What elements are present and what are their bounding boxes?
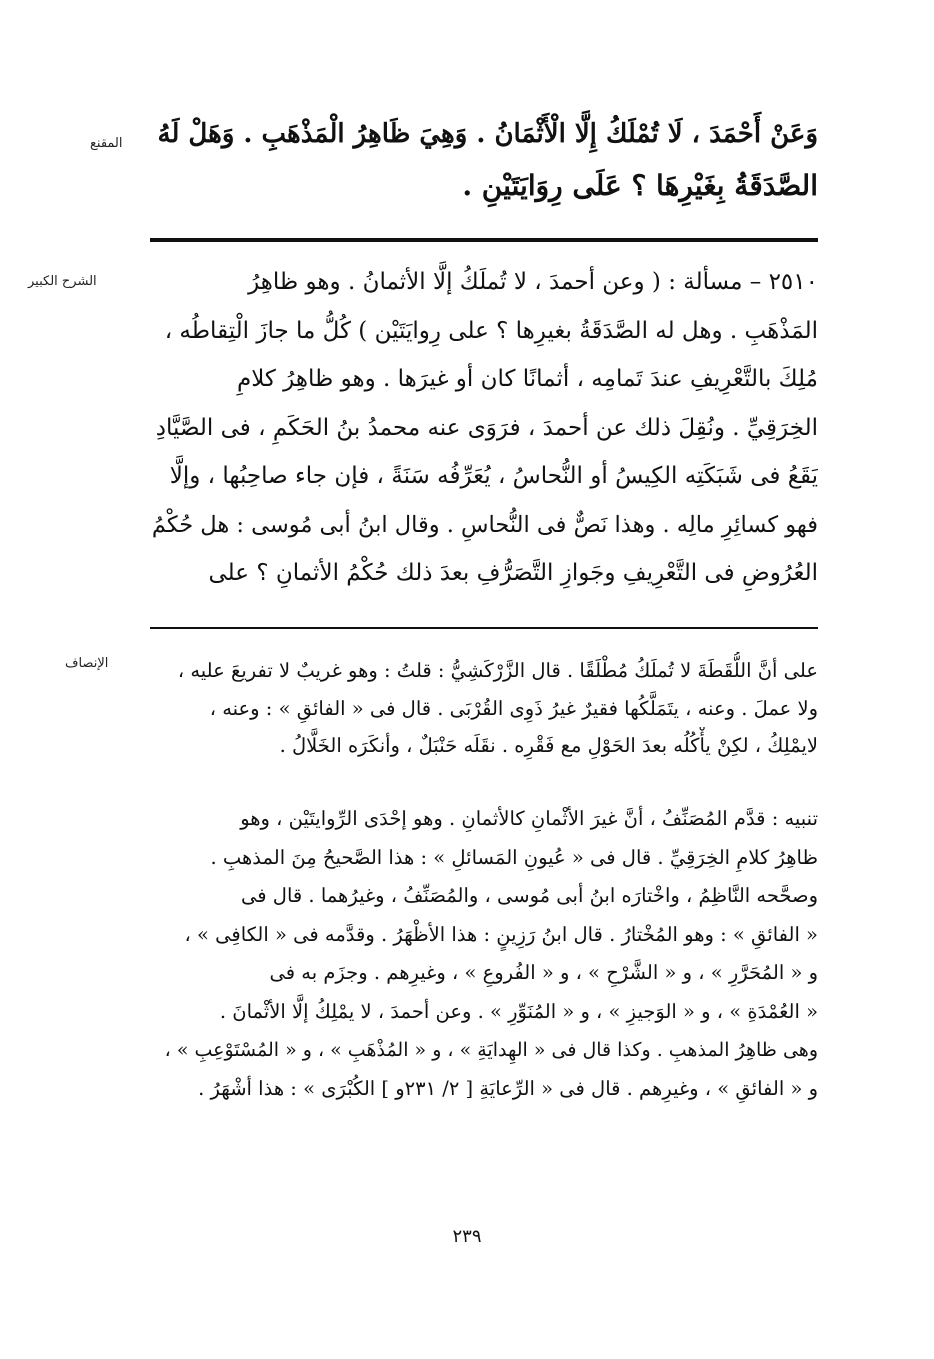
tanbih-line: وهى ظاهِرُ المذهبِ . وكذا قال فى « الهِدايَةِ » ، و « المُذْهَبِ » ، و « المُسْتَوْعِبِ » ،: [164, 1039, 818, 1061]
label-muqni: المقنع: [90, 136, 123, 151]
tanbih-line: « الفائقِ » : وهو المُخْتارُ . قال ابنُ رَزِينٍ : هذا الأظْهَرُ . وقدَّمه فى « الكافِى » ،: [184, 922, 818, 946]
tanbih-line: « العُمْدَةِ » ، و « الوَجيزِ » ، و « المُنَوِّرِ » . وعن أحمدَ ، لا يمْلِكُ إلَّا الأثْمانَ .: [219, 999, 818, 1023]
sharh-line: المَذْهَبِ . وهل له الصَّدَقَةُ بغيرِها ؟ على رِوايَتَيْن ) كُلُّ ما جازَ الْتِقاطُه ،: [164, 317, 818, 344]
sharh-line: الخِرَقِيِّ . ونُقِلَ ذلك عن أحمدَ ، فرَوَى عنه محمدُ بنُ الحَكَمِ ، فى الصَّيَّادِ: [155, 414, 818, 441]
page-number: ٢٣٩: [452, 1226, 482, 1247]
insaf-line: ولا عملَ . وعنه ، يتَمَلَّكُها فقيرٌ غيرُ ذَوِى القُرْبَى . قال فى « الفائقِ » : وعنه ،: [209, 696, 818, 720]
muqni-line: وَعَنْ أَحْمَدَ ، لَا تُمْلَكُ إِلَّا الْأَثْمَانُ . وَهِيَ ظَاهِرُ الْمَذْهَبِ . وَهَلْ لَهُ: [157, 119, 818, 149]
sharh-kabir-text: [150, 258, 818, 598]
sharh-line: يَقَعُ فى شَبَكَتِه الكِيسُ أو النُّحاسُ ، يُعَرِّفُه سَنَةً ، فإن جاء صاحِبُها ، وإلَّا: [169, 463, 818, 489]
tanbih-line: و « المُحَرَّرِ » ، و « الشَّرْحِ » ، و « الفُروعِ » ، وغيرِهم . وجزَم به فى: [269, 961, 818, 984]
tanbih-text: [150, 800, 818, 1108]
muqni-line: الصَّدَقَةُ بِغَيْرِهَا ؟ عَلَى رِوَايَتَيْنِ .: [462, 169, 818, 202]
tanbih-line: و « الفائقِ » ، وغيرِهم . قال فى « الرِّعايَةِ [ ٢/ ٢٣١و ] الكُبْرَى » : هذا أشْهَرُ .: [198, 1076, 818, 1100]
insaf-text: [150, 652, 818, 765]
divider-rule-top: [150, 238, 818, 242]
sharh-line: فهو كسائِرِ مالِه . وهذا نَصٌّ فى النُّحاسِ . وقال ابنُ أبى مُوسى : هل حُكْمُ: [151, 511, 818, 538]
tanbih-line: تنبيه : قدَّم المُصَنِّفُ ، أنَّ غيرَ الأثْمانِ كالأثمانِ . وهو إحْدَى الرِّوايتَيْن ، وهو: [240, 807, 818, 830]
divider-rule-middle: [150, 627, 818, 629]
insaf-line: على أنَّ اللُّقَطَةَ لا تُملَكُ مُطْلَقًا . قال الزَّرْكَشِيُّ : قلتُ : وهو غريبٌ لا تفريعَ عليه ،: [177, 659, 818, 682]
tanbih-line: وصحَّحه النَّاظِمُ ، واخْتارَه ابنُ أبى مُوسى ، والمُصَنِّفُ ، وغيرُهما . قال فى: [241, 884, 818, 907]
label-insaf: الإنصاف: [65, 656, 109, 671]
insaf-line: لايمْلِكُ ، لكِنْ يأْكُلُه بعدَ الحَوْلِ مع فَقْرِه . نقَلَه حَنْبَلٌ ، وأنكَرَه الخَلَّالُ .: [279, 734, 818, 757]
label-sharh-kabir: الشرح الكبير: [28, 274, 97, 289]
tanbih-line: ظاهِرُ كلامِ الخِرَقِيِّ . قال فى « عُيونِ المَسائلِ » : هذا الصَّحيحُ مِنَ المذهبِ .: [210, 845, 818, 869]
sharh-line: مُلِكَ بالتَّعْرِيفِ عندَ تَمامِه ، أثمانًا كان أو غيرَها . وهو ظاهِرُ كلامِ: [236, 366, 818, 392]
muqni-text: [150, 108, 818, 212]
sharh-line: ٢٥١٠ – مسألة : ( وعن أحمدَ ، لا تُملَكُ إلَّا الأثمانُ . وهو ظاهِرُ: [248, 269, 818, 295]
sharh-line: العُرُوضِ فى التَّعْرِيفِ وجَوازِ التَّصَرُّفِ بعدَ ذلك حُكْمُ الأثمانِ ؟ على: [208, 560, 818, 586]
